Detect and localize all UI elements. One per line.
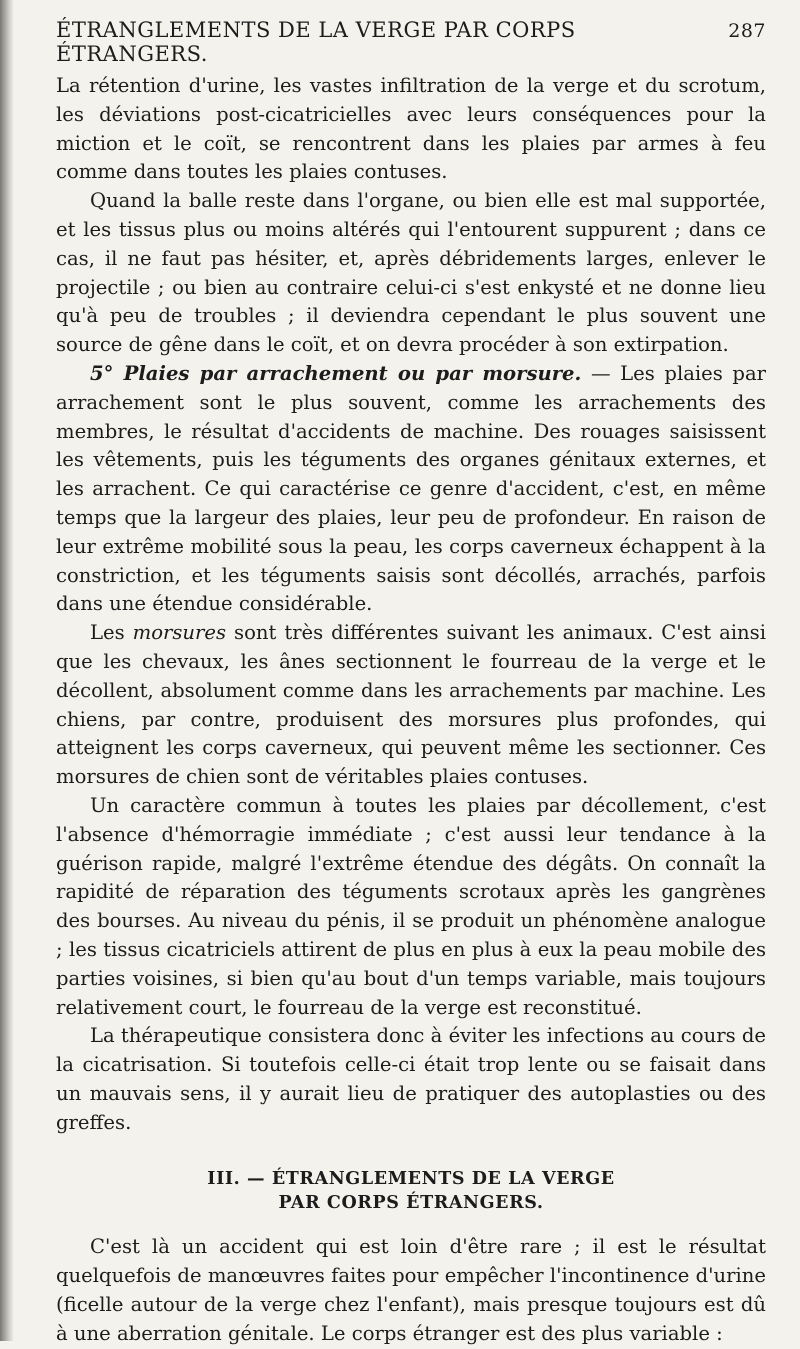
paragraph-morsures bbox=[56, 619, 766, 792]
binding-gutter bbox=[0, 0, 14, 1341]
paragraph-complications: La rétention d'urine, les vastes infiltration de la verge et du scrotum, les déviations post-cicatricielles avec leurs conséquences pour la miction et le coït, se rencontrent dans les plaies par armes à feu comme dans toutes les plaies contuses. bbox=[56, 74, 766, 184]
term-morsures: morsures bbox=[132, 621, 227, 645]
paragraph-arrachement bbox=[56, 360, 766, 619]
subsection-heading-arrachement: 5° Plaies par arrachement ou par morsure. bbox=[90, 361, 582, 385]
paragraph-therapeutique: La thérapeutique consistera donc à éviter les infections au cours de la cicatrisation. Si toutefois celle-ci était trop lente ou se faisait dans un mauvais sens, il y aurait lieu de pratiquer des autoplasties ou des greffes. bbox=[56, 1024, 766, 1134]
paragraph-morsures-rest: sont très différentes suivant les animaux. C'est ainsi que les chevaux, les ânes sectionnent le fourreau de la verge et le décollent, absolument comme dans les arrachements par machine. Les chiens, par contre, produisent des morsures plus profondes, qui atteignent les corps caverneux, qui peuvent même les sectionner. Ces morsures de chien sont de véritables plaies contuses. bbox=[56, 621, 766, 789]
running-title: ÉTRANGLEMENTS DE LA VERGE PAR CORPS ÉTRANGERS. bbox=[56, 18, 576, 66]
paragraph-decollement: Un caractère commun à toutes les plaies par décollement, c'est l'absence d'hémorragie immédiate ; c'est aussi leur tendance à la guérison rapide, malgré l'extrême étendue des dégâts. On connaît la rapidité de réparation des téguments scrotaux après les gangrènes des bourses. Au niveau du pénis, il se produit un phénomène analogue ; les tissus cicatriciels attirent de plus en plus à eux la peau mobile des parties voisines, si bien qu'au bout d'un temps variable, mais toujours relativement court, le fourreau de la verge est reconstitué. bbox=[56, 793, 766, 1019]
paragraph-morsures-start: Les bbox=[90, 621, 133, 645]
section-heading bbox=[56, 1167, 766, 1215]
page-number: 287 bbox=[728, 20, 766, 42]
section-heading-line2: PAR CORPS ÉTRANGERS. bbox=[278, 1193, 544, 1214]
running-header bbox=[56, 18, 766, 66]
section-heading-line1: III. — ÉTRANGLEMENTS DE LA VERGE bbox=[207, 1169, 615, 1190]
paragraph-bullet-retained: Quand la balle reste dans l'organe, ou bien elle est mal supportée, et les tissus plus ou moins altérés qui l'entourent suppurent ; dans ce cas, il ne faut pas hésiter, et, après débridements larges, enlever le projectile ; ou bien au contraire celui-ci s'est enkysté et ne donne lieu qu'à peu de troubles ; il deviendra cependant le plus souvent une source de gêne dans le coït, et on devra procéder à son extirpation. bbox=[56, 189, 766, 357]
paragraph-arrachement-text: — Les plaies par arrachement sont le plus souvent, comme les arrachements des membres, le résultat d'accidents de machine. Des rouages saisissent les vêtements, puis les téguments des organes génitaux externes, et les arrachent. Ce qui caractérise ce genre d'accident, c'est, en même temps que la largeur des plaies, leur peu de profondeur. En raison de leur extrême mobilité sous la peau, les corps caverneux échappent à la constriction, et les téguments saisis sont décollés, arrachés, parfois dans une étendue considérable. bbox=[56, 361, 766, 616]
paragraph-etranglement: C'est là un accident qui est loin d'être rare ; il est le résultat quelquefois de manœuvres faites pour empêcher l'incontinence d'urine (ficelle autour de la verge chez l'enfant), mais presque toujours est dû à une aberration génitale. Le corps étranger est des plus variable : bbox=[56, 1235, 766, 1345]
